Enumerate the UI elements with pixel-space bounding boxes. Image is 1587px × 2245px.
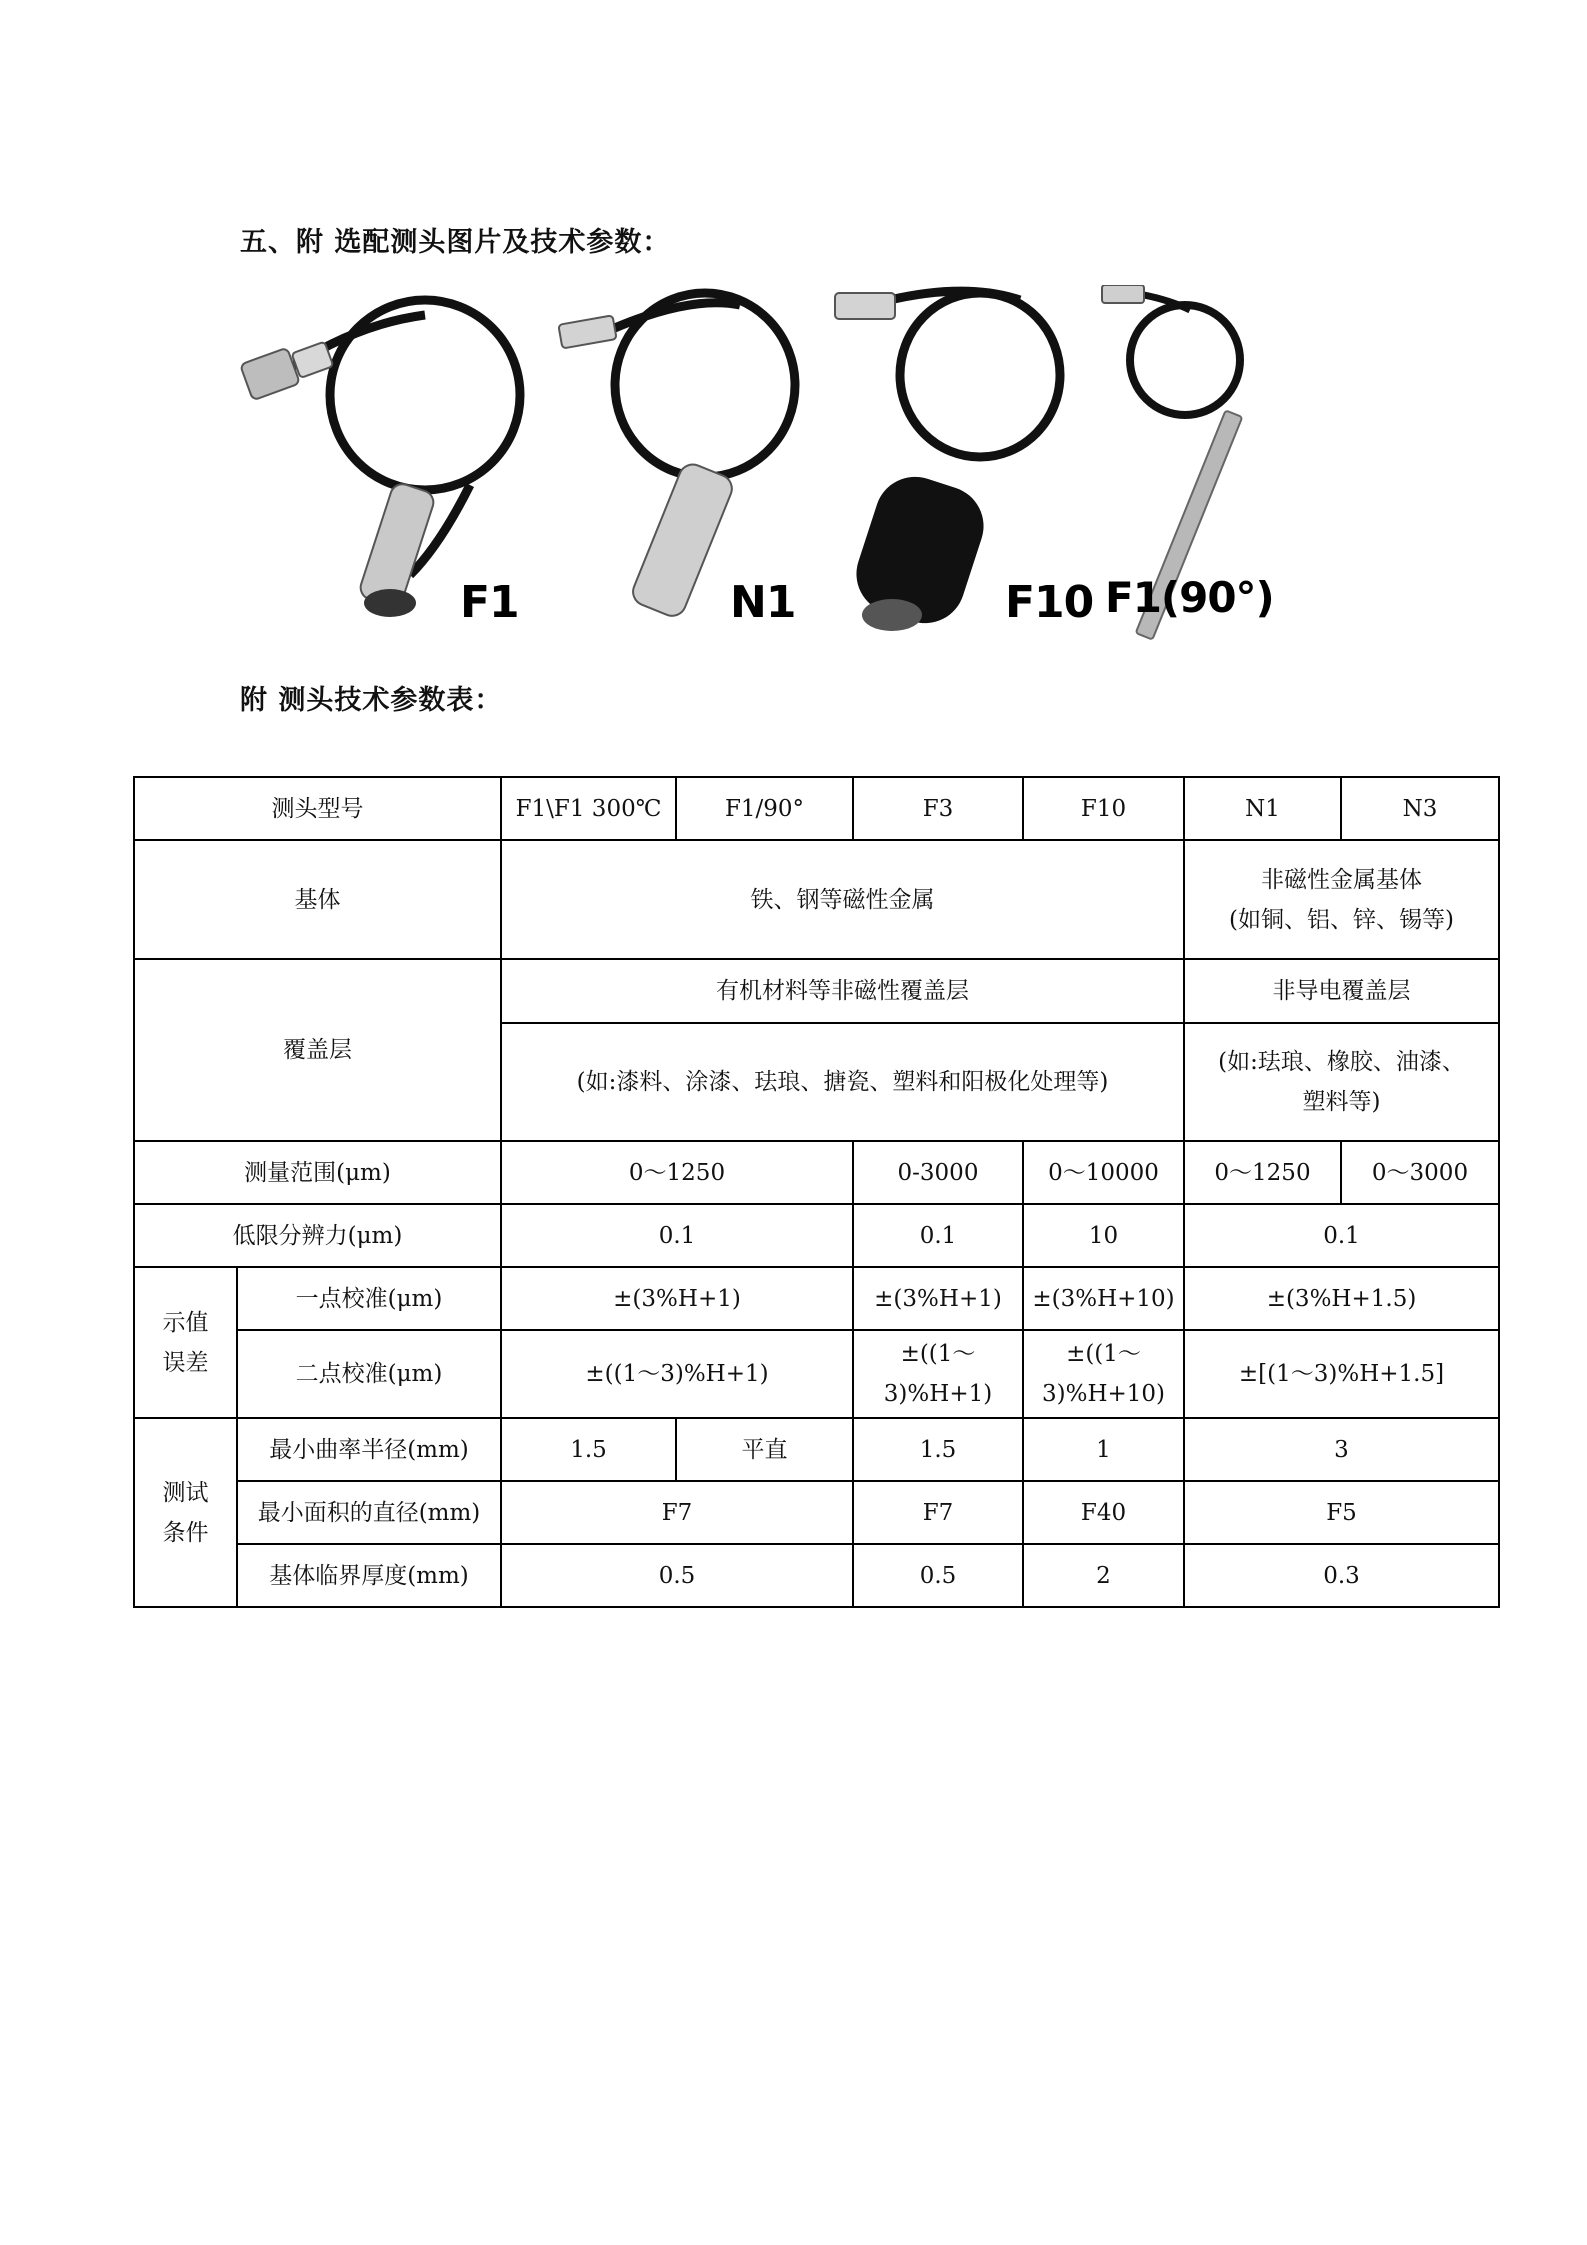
two-point-f3-line: ±((1～ bbox=[900, 1341, 976, 1367]
two-point-f10-line: ±((1～ bbox=[1066, 1341, 1141, 1367]
probe-f1-icon bbox=[240, 285, 540, 640]
two-point-f10-line: 3)%H+10) bbox=[1041, 1381, 1166, 1407]
test-group-label bbox=[134, 1418, 237, 1607]
table-row-radius bbox=[134, 1418, 1499, 1481]
table-row-substrate bbox=[134, 840, 1499, 959]
range-n1: 0～1250 bbox=[1184, 1141, 1341, 1204]
resolution-f3: 0.1 bbox=[853, 1204, 1023, 1267]
thickness-label: 基体临界厚度(mm) bbox=[237, 1544, 501, 1607]
coating-example-line: (如:珐琅、橡胶、油漆、 bbox=[1218, 1049, 1465, 1075]
probe-label: N1 bbox=[730, 577, 796, 628]
substrate-nonmagnetic-line: (如铜、铝、锌、锡等) bbox=[1229, 906, 1454, 933]
probe-label: F1 bbox=[460, 577, 519, 628]
coating-nonmagnetic-title: 非导电覆盖层 bbox=[1184, 959, 1499, 1023]
table-row-resolution bbox=[134, 1204, 1499, 1267]
substrate-nonmagnetic-line: 非磁性金属基体 bbox=[1261, 866, 1422, 893]
radius-f1: 1.5 bbox=[501, 1418, 676, 1481]
model-f10: F10 bbox=[1023, 777, 1184, 840]
coating-magnetic-examples: (如:漆料、涂漆、珐琅、搪瓷、塑料和阳极化处理等) bbox=[501, 1023, 1184, 1141]
radius-f1-90: 平直 bbox=[676, 1418, 853, 1481]
table-row-range bbox=[134, 1141, 1499, 1204]
table-title: 附 测头技术参数表： bbox=[240, 685, 503, 716]
radius-f10: 1 bbox=[1023, 1418, 1184, 1481]
resolution-f10: 10 bbox=[1023, 1204, 1184, 1267]
radius-n: 3 bbox=[1184, 1418, 1499, 1481]
two-point-n: ±[(1～3)%H+1.5] bbox=[1184, 1330, 1499, 1418]
one-point-f1: ±(3%H+1) bbox=[501, 1267, 853, 1330]
range-f10: 0～10000 bbox=[1023, 1141, 1184, 1204]
thickness-n: 0.3 bbox=[1184, 1544, 1499, 1607]
range-n3: 0～3000 bbox=[1341, 1141, 1499, 1204]
table-row-area bbox=[134, 1481, 1499, 1544]
probe-f1-90-icon bbox=[1100, 285, 1350, 640]
radius-label: 最小曲率半径(mm) bbox=[237, 1418, 501, 1481]
area-n: F5 bbox=[1184, 1481, 1499, 1544]
model-n1: N1 bbox=[1184, 777, 1341, 840]
table-row-model bbox=[134, 777, 1499, 840]
thickness-f1: 0.5 bbox=[501, 1544, 853, 1607]
model-f1-90: F1/90° bbox=[676, 777, 853, 840]
model-n3: N3 bbox=[1341, 777, 1499, 840]
area-f1: F7 bbox=[501, 1481, 853, 1544]
range-f3: 0-3000 bbox=[853, 1141, 1023, 1204]
test-group-line: 测试 bbox=[162, 1479, 209, 1506]
model-f1: F1\F1 300℃ bbox=[501, 777, 676, 840]
probe-n1-icon bbox=[540, 285, 820, 640]
substrate-nonmagnetic bbox=[1184, 840, 1499, 959]
area-f10: F40 bbox=[1023, 1481, 1184, 1544]
probe-f10-icon bbox=[820, 285, 1100, 640]
resolution-n: 0.1 bbox=[1184, 1204, 1499, 1267]
two-point-f3-line: 3)%H+1) bbox=[883, 1381, 993, 1407]
table-row-error-two-point bbox=[134, 1330, 1499, 1418]
coating-example-line: 塑料等) bbox=[1302, 1089, 1381, 1115]
section-title: 五、附 选配测头图片及技术参数： bbox=[240, 227, 671, 258]
one-point-f10: ±(3%H+10) bbox=[1023, 1267, 1184, 1330]
error-group-label bbox=[134, 1267, 237, 1418]
coating-magnetic-title: 有机材料等非磁性覆盖层 bbox=[501, 959, 1184, 1023]
two-point-label: 二点校准(μm) bbox=[237, 1330, 501, 1418]
two-point-f1: ±((1～3)%H+1) bbox=[501, 1330, 853, 1418]
thickness-f3: 0.5 bbox=[853, 1544, 1023, 1607]
test-group-line: 条件 bbox=[162, 1519, 209, 1546]
two-point-f3 bbox=[853, 1330, 1023, 1418]
table-row-thickness bbox=[134, 1544, 1499, 1607]
one-point-f3: ±(3%H+1) bbox=[853, 1267, 1023, 1330]
probe-spec-table bbox=[133, 776, 1500, 1608]
area-label: 最小面积的直径(mm) bbox=[237, 1481, 501, 1544]
coating-label: 覆盖层 bbox=[134, 959, 501, 1141]
probe-label: F1(90°) bbox=[1105, 573, 1274, 622]
substrate-label: 基体 bbox=[134, 840, 501, 959]
range-f1: 0～1250 bbox=[501, 1141, 853, 1204]
model-header: 测头型号 bbox=[134, 777, 501, 840]
radius-f3: 1.5 bbox=[853, 1418, 1023, 1481]
one-point-n: ±(3%H+1.5) bbox=[1184, 1267, 1499, 1330]
substrate-magnetic: 铁、钢等磁性金属 bbox=[501, 840, 1184, 959]
error-group-line: 示值 bbox=[162, 1309, 209, 1336]
error-group-line: 误差 bbox=[162, 1349, 209, 1376]
area-f3: F7 bbox=[853, 1481, 1023, 1544]
thickness-f10: 2 bbox=[1023, 1544, 1184, 1607]
model-f3: F3 bbox=[853, 777, 1023, 840]
probe-photo-strip bbox=[240, 285, 1350, 640]
range-label: 测量范围(μm) bbox=[134, 1141, 501, 1204]
resolution-label: 低限分辨力(μm) bbox=[134, 1204, 501, 1267]
coating-nonmagnetic-examples bbox=[1184, 1023, 1499, 1141]
table-row-error-one-point bbox=[134, 1267, 1499, 1330]
one-point-label: 一点校准(μm) bbox=[237, 1267, 501, 1330]
two-point-f10 bbox=[1023, 1330, 1184, 1418]
resolution-f1: 0.1 bbox=[501, 1204, 853, 1267]
table-row-coating-title bbox=[134, 959, 1499, 1023]
probe-label: F10 bbox=[1005, 577, 1094, 628]
